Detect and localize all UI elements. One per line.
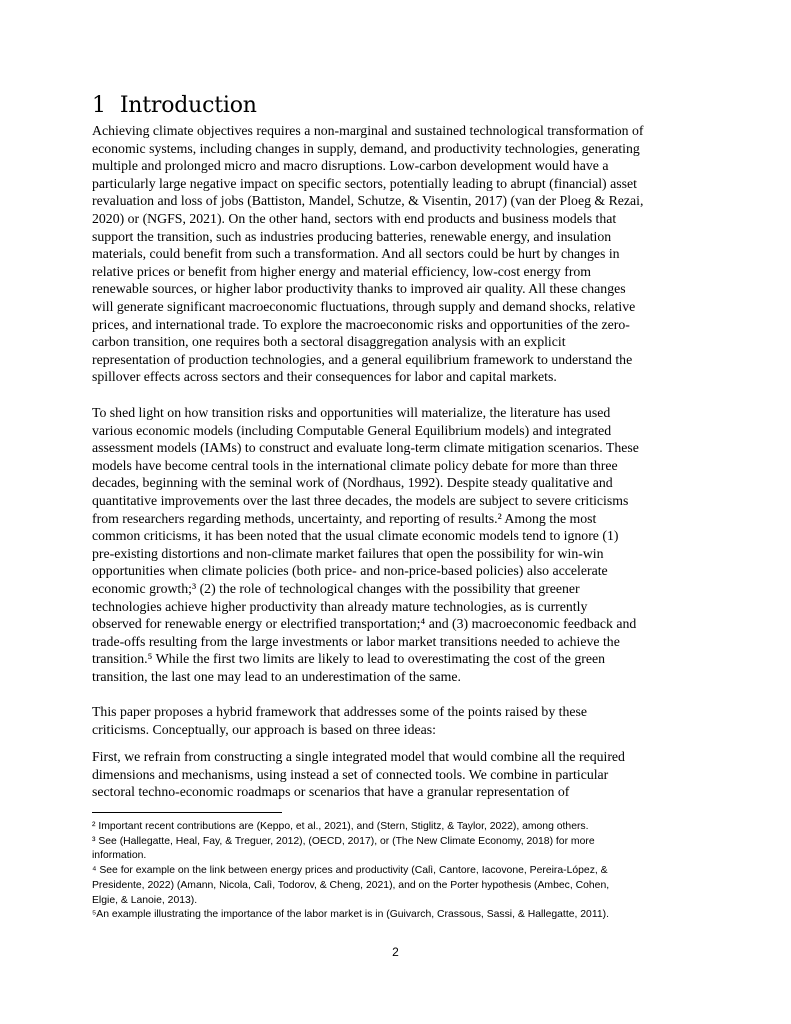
text-line: revaluation and loss of jobs (Battiston, Mandel, Schutze, & Visentin, 2017) (van der Ploeg & Rezai,: [92, 193, 644, 209]
text-line: models have become central tools in the international climate policy debate for more than three: [92, 457, 618, 473]
text-line: will generate significant macroeconomic fluctuations, through supply and demand shocks, relative: [92, 298, 636, 314]
text-line: economic growth;³ (2) the role of technological changes with the possibility that greener: [92, 580, 580, 596]
footnote-line: Presidente, 2022) (Amann, Nicola, Calì, Todorov, & Cheng, 2021), and on the Porter hypothesis (Ambec, Cohen,: [92, 879, 610, 891]
footnote-line: ³ See (Hallegatte, Heal, Fay, & Treguer, 2012), (OECD, 2017), or (The New Climate Economy, 2018) for more: [92, 835, 595, 847]
text-line: spillover effects across sectors and their consequences for labor and capital markets.: [92, 369, 557, 385]
footnote-line: ² Important recent contributions are (Keppo, et al., 2021), and (Stern, Stiglitz, & Taylor, 2022), among others.: [92, 821, 589, 832]
text-line: assessment models (IAMs) to construct and evaluate long-term climate mitigation scenarios. These: [92, 440, 639, 456]
text-line: transition.⁵ While the first two limits are likely to lead to overestimating the cost of the green: [92, 651, 605, 667]
footnote-line: Elgie, & Lanoie, 2013).: [92, 894, 198, 906]
text-line: support the transition, such as industries producing batteries, renewable energy, and insulation: [92, 228, 612, 244]
text-line: dimensions and mechanisms, using instead a set of connected tools. We combine in particular: [92, 766, 609, 782]
section-title: Introduction: [119, 93, 257, 118]
footnotes: [92, 820, 704, 923]
text-line: materials, could benefit from such a transformation. And all sectors could be hurt by changes in: [92, 246, 620, 262]
text-line: Achieving climate objectives requires a non-marginal and sustained technological transformation of: [92, 123, 644, 138]
text-line: quantitative improvements over the last three decades, the models are subject to severe criticisms: [92, 492, 629, 508]
text-line: To shed light on how transition risks and opportunities will materialize, the literature has used: [92, 405, 611, 420]
text-line: criticisms. Conceptually, our approach is based on three ideas:: [92, 721, 436, 737]
text-line: prices, and international trade. To explore the macroeconomic risks and opportunities of the zero-: [92, 316, 630, 332]
text-line: This paper proposes a hybrid framework that addresses some of the points raised by these: [92, 704, 588, 719]
text-line: transition, the last one may lead to an underestimation of the same.: [92, 668, 461, 684]
page-number: 2: [392, 945, 399, 959]
paragraph-2: [92, 404, 704, 686]
text-line: trade-offs resulting from the large investments or labor market transitions needed to achieve the: [92, 633, 620, 649]
footnote-line: ⁵An example illustrating the importance of the labor market is in (Guivarch, Crassous, Sassi, & Hallegatte, 2011).: [92, 909, 609, 921]
text-line: observed for renewable energy or electrified transportation;⁴ and (3) macroeconomic feedback and: [92, 616, 637, 632]
section-heading: [92, 93, 257, 118]
text-line: from researchers regarding methods, uncertainty, and reporting of results.² Among the most: [92, 510, 597, 526]
text-line: particularly large negative impact on specific sectors, potentially leading to abrupt (financial) asset: [92, 175, 637, 191]
footnote-separator: [92, 812, 282, 813]
text-line: representation of production technologies, and a general equilibrium framework to understand the: [92, 351, 633, 367]
text-line: multiple and prolonged micro and macro disruptions. Low-carbon development would have a: [92, 158, 609, 174]
text-line: various economic models (including Computable General Equilibrium models) and integrated: [92, 422, 612, 438]
paragraph-1: [92, 122, 704, 386]
text-line: 2020) or (NGFS, 2021). On the other hand, sectors with end products and business models that: [92, 210, 617, 226]
footnote-line: ⁴ See for example on the link between energy prices and productivity (Calì, Cantore, Iacovone, Pereira-López, &: [92, 865, 608, 877]
text-line: common criticisms, it has been noted that the usual climate economic models tend to ignore (1): [92, 528, 619, 544]
text-line: economic systems, including changes in supply, demand, and productivity technologies, generating: [92, 140, 640, 156]
section-number: 1: [92, 93, 106, 118]
text-line: decades, beginning with the seminal work of (Nordhaus, 1992). Despite steady qualitative and: [92, 475, 613, 491]
paragraph-3: [92, 703, 704, 738]
text-line: opportunities when climate policies (both price- and non-price-based policies) also accelerate: [92, 563, 608, 579]
text-line: pre-existing distortions and non-climate market failures that open the possibility for win-win: [92, 545, 604, 561]
text-line: renewable sources, or higher labor productivity thanks to improved air quality. All these changes: [92, 281, 626, 297]
footnote-line: information.: [92, 850, 147, 862]
text-line: technologies achieve higher productivity than already mature technologies, as is currently: [92, 598, 588, 614]
text-line: carbon transition, one requires both a sectoral disaggregation analysis with an explicit: [92, 334, 566, 350]
text-line: First, we refrain from constructing a single integrated model that would combine all the required: [92, 749, 625, 764]
paragraph-4: [92, 748, 704, 801]
text-line: sectoral techno-economic roadmaps or scenarios that have a granular representation of: [92, 784, 570, 800]
text-line: relative prices or benefit from higher energy and material efficiency, low-cost energy from: [92, 263, 592, 279]
